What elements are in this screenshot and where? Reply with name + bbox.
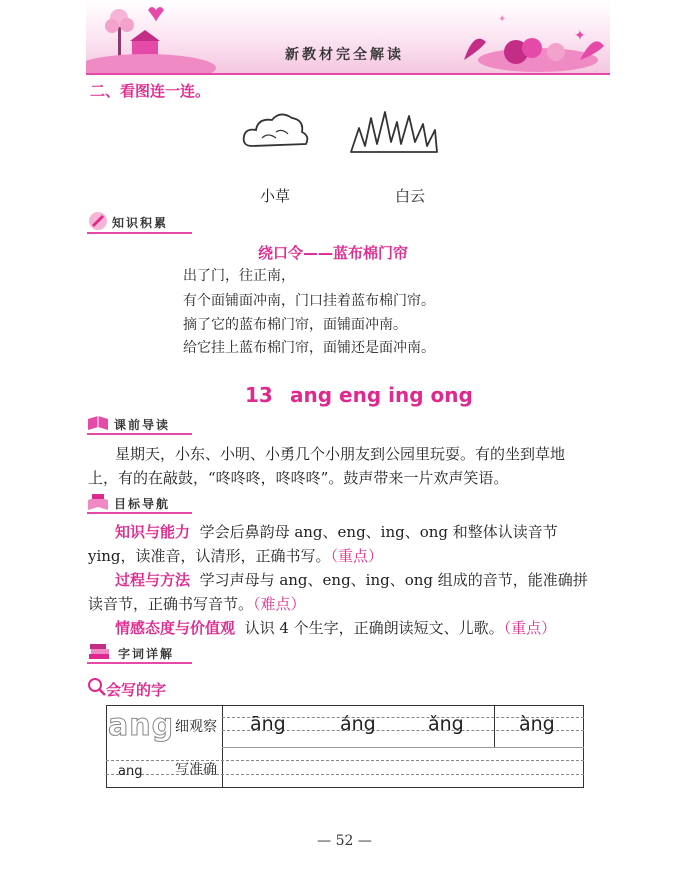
pencil-icon: [87, 210, 109, 232]
heart-icon: [148, 7, 164, 22]
goal-item-3: [115, 616, 556, 641]
poem-line: 出了门，往正南，: [183, 268, 295, 284]
preview-text: 上，有的在敲鼓，“咚咚咚，咚咚咚”。鼓声带来一片欢声笑语。: [88, 469, 509, 487]
goal-item-1: [115, 520, 558, 545]
preview-text: 星期天，小东、小明、小勇几个小朋友到公园里玩耍。有的坐到草地: [115, 445, 566, 463]
tree-crown-right: [120, 18, 134, 32]
chapter-title: ang eng ing ong: [290, 383, 473, 407]
tone-2: áng: [340, 713, 376, 735]
badge-underline: [87, 433, 192, 435]
goal-item-1-cont: [88, 544, 383, 569]
goal-label: 过程与方法: [115, 571, 191, 589]
magnifier-icon: [87, 677, 107, 697]
header-line: [86, 73, 610, 75]
goal-text: 学习声母与 ang、eng、ing、ong 组成的音节，能准确拼: [199, 571, 588, 589]
book-icon: [86, 413, 110, 433]
page-number: — 52 —: [317, 833, 372, 849]
word-cloud: 白云: [395, 187, 426, 205]
tree-crown-left: [105, 19, 119, 33]
goal-label: 知识与能力: [115, 523, 191, 541]
row-line: [222, 747, 584, 748]
words-badge: 字词详解: [118, 647, 175, 661]
goal-tag: （重点）: [330, 547, 384, 565]
badge-underline: [87, 232, 192, 234]
goal-tag: （重点）: [503, 619, 557, 637]
goal-tag: （难点）: [253, 595, 306, 613]
cloud-image: [240, 110, 310, 155]
header-title: 新教材完全解读: [285, 47, 404, 63]
big-letters: ang: [108, 708, 175, 743]
tone-1: āng: [250, 713, 286, 735]
chapter-number: 13: [245, 383, 273, 407]
books-stack-icon: [86, 642, 112, 664]
goal-text: 学会后鼻韵母 ang、eng、ing、ong 和整体认读音节: [199, 523, 558, 541]
tone-4: àng: [519, 713, 555, 735]
poem-line: 摘了它的蓝布棉门帘，面铺面冲南。: [183, 317, 407, 333]
word-grass: 小草: [260, 187, 291, 205]
tone-3: ǎng: [428, 713, 464, 735]
goal-text: 读音节，正确书写音节。: [88, 595, 254, 613]
poem-line: 有个面铺面冲南，门口挂着蓝布棉门帘。: [183, 293, 435, 309]
write-label: 写准确: [175, 762, 217, 778]
goal-text: ying，读准音，认清形，正确书写。: [88, 547, 331, 565]
goal-item-2: [115, 568, 588, 593]
open-book-icon: [86, 492, 110, 512]
knowledge-badge: 知识积累: [112, 216, 169, 230]
small-letters: ang: [118, 764, 143, 779]
observe-label: 细观察: [175, 719, 217, 735]
grass-image: [345, 108, 441, 156]
words-subtitle: 会写的字: [106, 681, 167, 699]
badge-underline: [87, 662, 192, 664]
goal-text: 认识 4 个生字，正确朗读短文、儿歌。: [244, 619, 504, 637]
table-divider: [494, 705, 495, 747]
section-title: 二、看图连一连。: [90, 82, 211, 100]
badge-underline: [87, 512, 192, 514]
poem-line: 给它挂上蓝布棉门帘，面铺还是面冲南。: [183, 340, 435, 356]
poem-title: 绕口令——蓝布棉门帘: [258, 244, 409, 262]
sparkle-small-icon: ✦: [498, 14, 507, 25]
sparkle-icon: ✦: [574, 28, 586, 44]
house-roof: [130, 30, 160, 41]
preview-badge: 课前导读: [114, 418, 171, 432]
goal-label: 情感态度与价值观: [115, 619, 236, 637]
goals-badge: 目标导航: [114, 497, 171, 511]
goal-item-2-cont: [88, 592, 306, 617]
